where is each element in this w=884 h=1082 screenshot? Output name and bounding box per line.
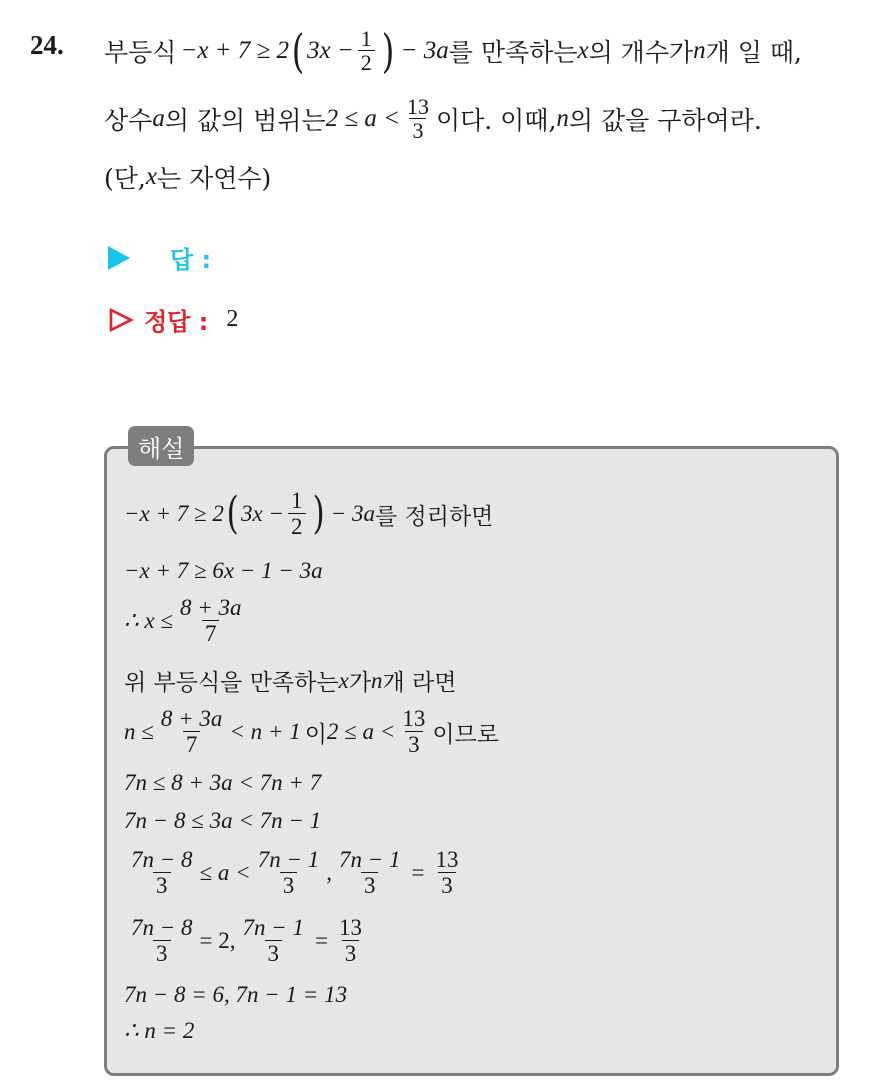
math-expr: = — [315, 928, 329, 953]
fraction — [128, 848, 196, 898]
fraction-numerator: 8 + 3a — [160, 705, 223, 731]
fraction — [336, 848, 404, 898]
close-paren: ) — [312, 488, 325, 539]
answer-label: 답 : — [170, 246, 212, 274]
problem-line-3 — [104, 160, 271, 194]
close-paren: ) — [381, 24, 394, 78]
solution-line-10: 7n − 8 = 6, 7n − 1 = 13 — [124, 982, 348, 1007]
solution-line-6: 7n ≤ 8 + 3a < 7n + 7 — [124, 770, 322, 795]
solution-line-9 — [124, 910, 369, 972]
problem-text: 의 값의 범위는 — [164, 106, 326, 135]
solution-line-8 — [124, 842, 465, 904]
math-expr: = — [411, 860, 425, 885]
problem-line-1 — [104, 22, 802, 80]
solution-text: 개 라면 — [382, 670, 457, 696]
play-marker-icon — [108, 246, 130, 270]
problem-text: 상수 — [104, 106, 153, 135]
fraction-numerator: 7n − 8 — [131, 846, 193, 872]
problem-text: 이다. 이때, — [435, 106, 557, 135]
math-expr: 3x − — [306, 37, 354, 64]
fraction-denominator: 2 — [288, 513, 306, 539]
open-paren: ( — [226, 488, 239, 539]
solution-line-1 — [124, 482, 493, 546]
fraction — [432, 848, 461, 898]
fraction — [240, 916, 308, 966]
question-number: 24. — [30, 30, 64, 60]
fraction-numerator: 13 — [435, 846, 459, 872]
solution-line-4 — [124, 664, 457, 697]
fraction — [255, 848, 323, 898]
fraction-numerator: 13 — [402, 705, 426, 731]
fraction-numerator: 13 — [406, 93, 429, 119]
math-expr: − 3a — [400, 37, 449, 64]
fraction-numerator: 7n − 1 — [338, 846, 401, 872]
math-expr: 3x − — [241, 501, 285, 526]
fraction-denominator: 7 — [202, 620, 220, 646]
fraction — [336, 916, 365, 966]
fraction — [158, 707, 226, 757]
fraction-denominator: 3 — [280, 872, 298, 898]
fraction-denominator: 3 — [153, 872, 171, 898]
correct-answer-row — [108, 302, 238, 337]
fraction — [404, 95, 432, 143]
math-expr: 2 ≤ a < — [325, 105, 400, 132]
fraction — [399, 707, 428, 757]
fraction-numerator: 1 — [291, 487, 303, 513]
solution-text: 가 — [348, 670, 372, 696]
solution-text: 이 — [304, 721, 327, 748]
math-var: n — [693, 37, 706, 64]
solution-line-5 — [124, 700, 499, 764]
math-var: n — [371, 667, 383, 693]
fraction — [128, 916, 196, 966]
problem-text: 부등식 — [104, 38, 177, 67]
problem-text: 의 값을 구하여라. — [568, 106, 762, 135]
fraction-denominator: 3 — [361, 872, 379, 898]
correct-answer-label: 정답 : — [144, 308, 209, 336]
math-expr: −x + 7 ≥ 2 — [124, 501, 224, 526]
fraction-denominator: 7 — [183, 731, 201, 757]
solution-line-2: −x + 7 ≥ 6x − 1 − 3a — [124, 558, 323, 583]
fraction-numerator: 8 + 3a — [179, 594, 242, 620]
math-expr: < n + 1 — [229, 719, 301, 744]
math-expr: 2 ≤ a < — [326, 719, 396, 744]
math-expr: − 3a — [330, 501, 375, 526]
math-var: x — [577, 37, 589, 64]
solution-text: 를 정리하면 — [374, 503, 494, 530]
fraction-numerator: 7n − 1 — [257, 846, 320, 872]
math-var: x — [338, 667, 349, 693]
fraction-numerator: 1 — [360, 25, 372, 51]
problem-text: 개 일 때, — [705, 38, 802, 67]
math-var: a — [152, 105, 165, 132]
solution-line-7: 7n − 8 ≤ 3a < 7n − 1 — [124, 808, 322, 833]
fraction — [177, 596, 245, 646]
solution-text: 위 부등식을 만족하는 — [124, 670, 339, 696]
fraction — [358, 27, 375, 75]
open-paren: ( — [291, 24, 305, 78]
problem-text: (단, — [104, 164, 146, 193]
solution-line-3 — [124, 592, 249, 650]
solution-line-11: ∴ n = 2 — [124, 1018, 195, 1043]
problem-text: 는 자연수) — [156, 164, 272, 193]
fraction-denominator: 2 — [358, 50, 375, 75]
math-expr: ∴ x ≤ — [124, 608, 173, 633]
fraction-numerator: 7n − 8 — [131, 914, 193, 940]
fraction-numerator: 7n − 1 — [242, 914, 305, 940]
math-expr: −x + 7 ≥ 2 — [180, 37, 290, 64]
math-expr: ≤ a < — [199, 860, 251, 885]
math-expr: = 2, — [199, 928, 236, 953]
problem-text: 를 만족하는 — [448, 38, 578, 67]
fraction-denominator: 3 — [342, 940, 360, 966]
fraction-denominator: 3 — [265, 940, 283, 966]
outline-play-marker-icon — [108, 307, 134, 333]
fraction-denominator: 3 — [409, 118, 426, 143]
answer-row — [108, 240, 211, 275]
math-expr: n ≤ — [124, 719, 154, 744]
solution-tag: 해설 — [128, 426, 194, 466]
math-var: n — [556, 105, 569, 132]
fraction-denominator: 3 — [438, 872, 456, 898]
problem-line-2 — [104, 90, 762, 148]
math-var: x — [145, 163, 157, 190]
fraction — [288, 489, 306, 539]
solution-text: 이므로 — [432, 721, 499, 748]
fraction-numerator: 13 — [339, 914, 363, 940]
problem-text: 의 개수가 — [588, 38, 694, 67]
math-expr: , — [326, 860, 332, 885]
correct-answer-value: 2 — [226, 306, 239, 332]
fraction-denominator: 3 — [405, 731, 423, 757]
fraction-denominator: 3 — [153, 940, 171, 966]
